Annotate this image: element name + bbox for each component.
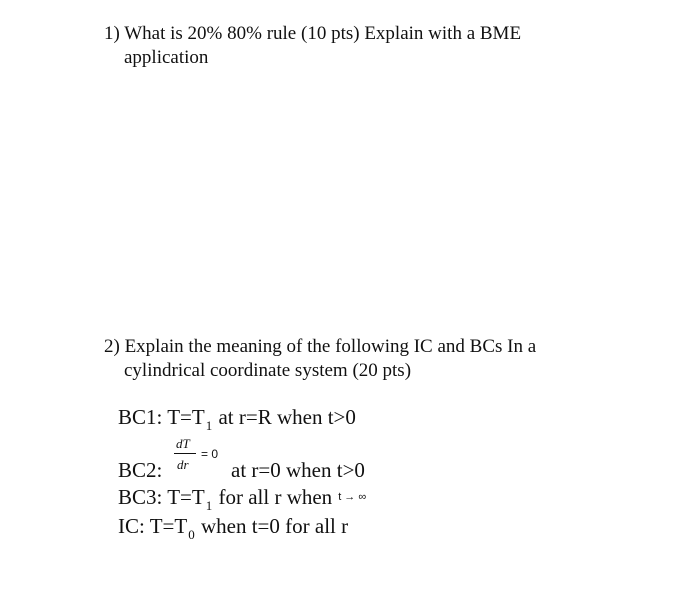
fraction-bar [174,453,196,454]
bc3-suffix: for all r when [213,485,333,509]
bc3-limit: t → ∞ [338,491,367,503]
bc3-subscript: 1 [205,498,213,513]
question-1-line-1: 1) What is 20% 80% rule (10 pts) Explain with a BME [104,23,522,44]
equals-zero: = 0 [201,447,219,461]
ic-prefix: IC: T=T [118,514,188,538]
bc1-suffix: at r=R when t>0 [213,405,356,429]
ic-line [118,514,349,542]
bc2-suffix: at r=0 when t>0 [231,458,365,482]
bc1-prefix: BC1: T=T [118,405,205,429]
question-2-line-2: cylindrical coordinate system (20 pts) [124,360,412,381]
ic-subscript: 0 [188,527,195,542]
ic-suffix: when t=0 for all r [195,514,349,538]
bc3-line [118,485,367,513]
bc1-line [118,405,356,433]
bc1-subscript: 1 [205,418,213,433]
question-1-line-2: application [124,47,209,68]
derivative-denominator: dr [177,457,189,472]
bc2-prefix: BC2: [118,458,163,482]
derivative-numerator: dT [176,436,190,451]
bc3-prefix: BC3: T=T [118,485,205,509]
question-2-line-1: 2) Explain the meaning of the following IC and BCs In a [104,336,537,357]
